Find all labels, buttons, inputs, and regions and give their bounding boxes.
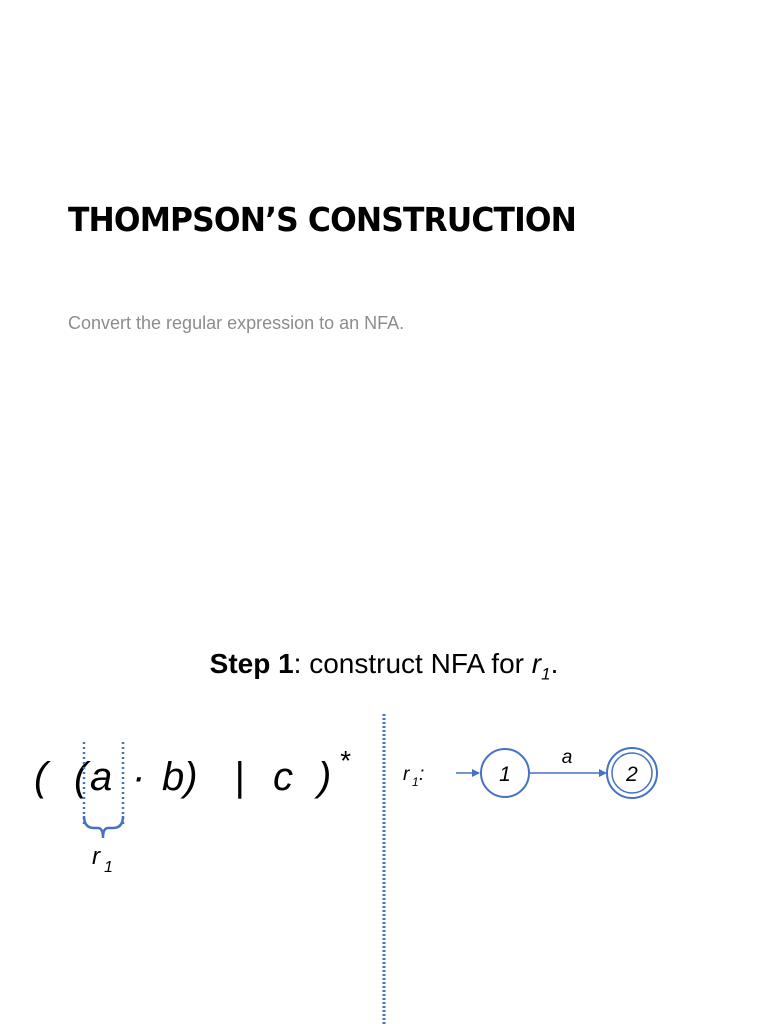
expr-symbol-a: a: [90, 755, 113, 799]
expr-concat-dot: ·: [132, 755, 146, 799]
expr-open-paren-inner: (: [74, 755, 88, 799]
step-label: Step 1: [209, 648, 294, 679]
expr-union-bar: |: [234, 755, 245, 799]
transition-symbol-a: a: [561, 747, 573, 768]
expr-symbol-b: b): [162, 755, 198, 799]
expr-close-paren-outer: ): [318, 755, 332, 799]
brace-label-subscript: 1: [104, 859, 113, 876]
step-var: r: [531, 648, 542, 679]
expr-kleene-star: *: [339, 745, 350, 776]
page-subtitle: Convert the regular expression to an NFA.: [68, 313, 405, 333]
expr-symbol-c: c: [273, 755, 293, 799]
step-end: .: [550, 648, 559, 679]
nfa-state-1-label: 1: [499, 763, 511, 786]
nfa-state-2-label: 2: [626, 763, 638, 786]
expr-open-paren-outer: (: [34, 755, 48, 799]
nfa-label-r: r: [403, 764, 410, 785]
page-title: THOMPSON’S CONSTRUCTION: [68, 200, 577, 239]
step-var-subscript: 1: [541, 664, 551, 684]
nfa-label-subscript: 1: [412, 775, 419, 789]
r1-brace: [84, 816, 123, 838]
nfa-label-colon: :: [419, 764, 425, 785]
step-text: : construct NFA for: [293, 648, 532, 679]
brace-label-r: r: [92, 843, 100, 870]
